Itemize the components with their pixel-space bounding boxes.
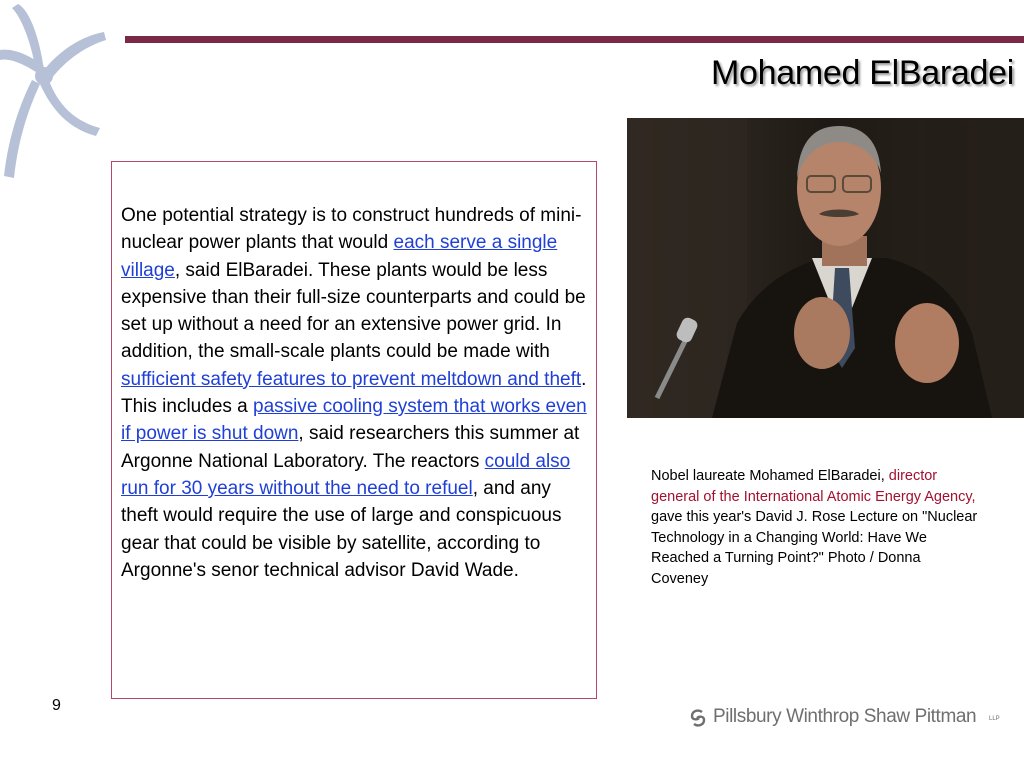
caption-text-2: gave this year's David J. Rose Lecture on "Nuclear Technology in a Changing World: Have We Reached a Turning Point?" Photo / Donna Coveney [651,509,978,587]
slide-title: Mohamed ElBaradei [711,54,1014,92]
body-text-5: , and any theft would require the use of large and conspicuous gear that could be visible by satellite, according to Argonne's senor technical advisor David Wade. [121,477,562,581]
body-text-3: . This includes a [121,368,587,418]
pillsbury-swirl-icon [689,708,707,728]
top-divider-rule [125,36,1024,43]
body-text-2: , said ElBaradei. These plants would be less expensive than their full-size counterparts and could be set up without a need for an extensive power grid. In addition, the small-scale plants could be made with [121,259,586,363]
atom-logo-icon [0,0,110,185]
page-number: 9 [52,697,61,714]
link-safety-features[interactable]: sufficient safety features to prevent meltdown and theft [121,368,582,390]
firm-name: Pillsbury Winthrop Shaw Pittman [713,706,977,727]
body-text-1: One potential strategy is to construct hundreds of mini-nuclear power plants that would [121,205,582,254]
firm-logo [689,706,1009,730]
speaker-photo [627,118,1024,418]
body-text-4: , said researchers this summer at Argonne National Laboratory. The reactors [121,423,580,472]
caption-text-1: Nobel laureate Mohamed ElBaradei, [651,468,889,484]
body-paragraph [121,202,591,584]
caption-accent: director general of the International Atomic Energy Agency, [651,468,976,505]
firm-suffix: LLP [989,716,1000,722]
link-single-village[interactable]: each serve a single village [121,232,558,281]
link-run-30-years[interactable]: could also run for 30 years without the need to refuel [121,450,571,499]
photo-caption [651,466,981,589]
link-passive-cooling[interactable]: passive cooling system that works even if power is shut down [121,396,587,445]
